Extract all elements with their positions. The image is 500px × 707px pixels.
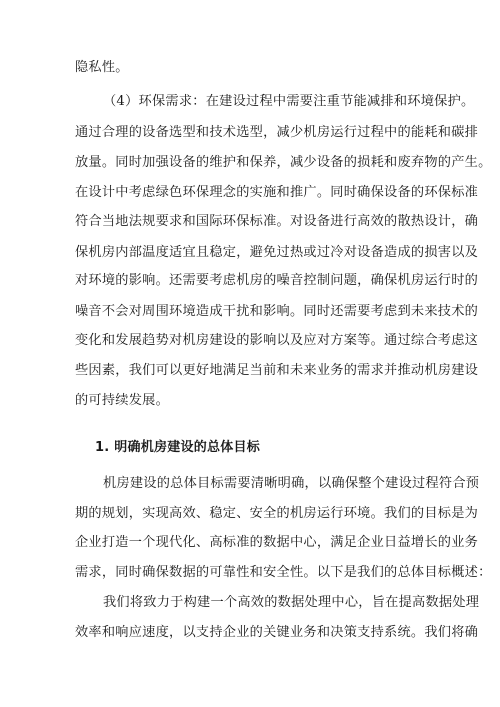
text-line-11: 些因素，我们可以更好地满足当前和未来业务的需求并推动机房建设 bbox=[75, 363, 479, 378]
text-line-5: 在设计中考虑绿色环保理念的实施和推广。同时确保设备的环保标准 bbox=[75, 185, 479, 200]
text-line-14: 机房建设的总体目标需要清晰明确，以确保整个建设过程符合预 bbox=[103, 476, 480, 491]
text-line-2: （4）环保需求：在建设过程中需要注重节能减排和环境保护。 bbox=[103, 94, 475, 109]
text-line-19: 效率和响应速度，以支持企业的关键业务和决策支持系统。我们将确 bbox=[75, 625, 479, 640]
text-line-10: 变化和发展趋势对机房建设的影响以及应对方案等。通过综合考虑这 bbox=[75, 333, 479, 348]
text-line-6: 符合当地法规要求和国际环保标准。对设备进行高效的散热设计，确 bbox=[75, 214, 479, 229]
text-line-1: 隐私性。 bbox=[75, 60, 129, 75]
text-line-4: 放量。同时加强设备的维护和保养，减少设备的损耗和废弃物的产生。 bbox=[75, 155, 492, 170]
text-line-12: 的可持续发展。 bbox=[75, 393, 170, 408]
text-line-15: 期的规划，实现高效、稳定、安全的机房运行环境。我们的目标是为 bbox=[75, 506, 479, 521]
text-line-7: 保机房内部温度适宜且稳定，避免过热或过冷对设备造成的损害以及 bbox=[75, 245, 479, 260]
text-line-8: 对环境的影响。还需要考虑机房的噪音控制问题，确保机房运行时的 bbox=[75, 273, 479, 288]
text-line-9: 噪音不会对周围环境造成干扰和影响。同时还需要考虑到未来技术的 bbox=[75, 304, 479, 319]
text-line-18: 我们将致力于构建一个高效的数据处理中心，旨在提高数据处理 bbox=[103, 595, 480, 610]
text-line-17: 需求，同时确保数据的可靠性和安全性。以下是我们的总体目标概述： bbox=[75, 565, 492, 580]
text-line-3: 通过合理的设备选型和技术选型，减少机房运行过程中的能耗和碳排 bbox=[75, 125, 479, 140]
section-heading: 1. 明确机房建设的总体目标 bbox=[95, 440, 261, 455]
text-line-16: 企业打造一个现代化、高标准的数据中心，满足企业日益增长的业务 bbox=[75, 535, 479, 550]
